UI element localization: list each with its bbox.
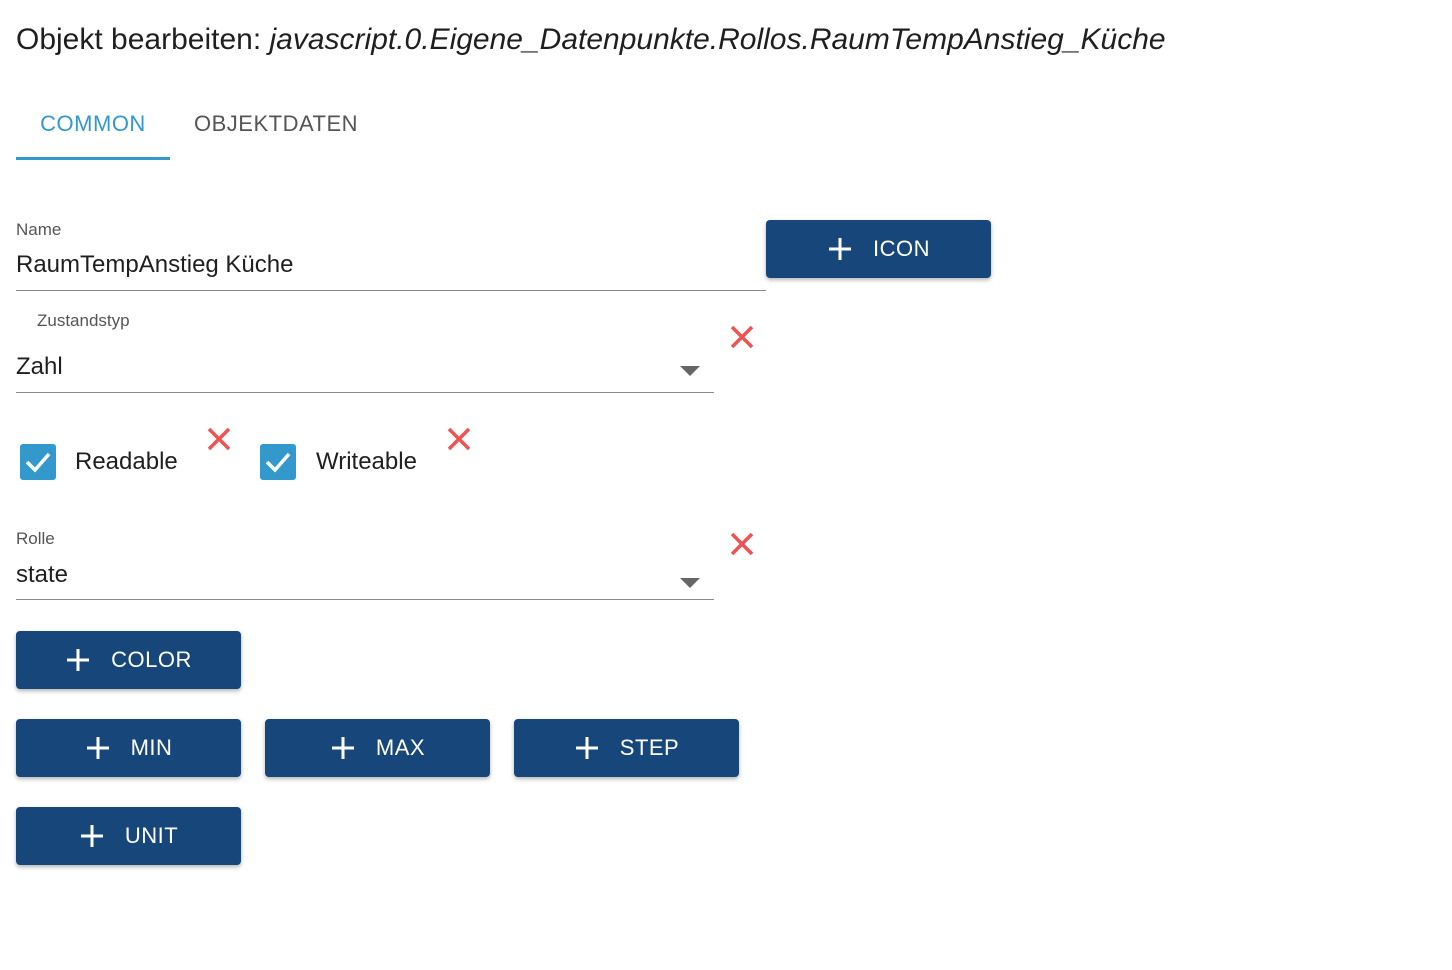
add-min-button-label: MIN: [130, 735, 173, 760]
name-field-underline: [16, 290, 766, 291]
add-step-button-label: STEP: [619, 735, 680, 760]
dialog-title: [16, 20, 1166, 60]
plus-icon: [79, 823, 105, 849]
add-unit-button[interactable]: [16, 807, 241, 865]
plus-icon: [827, 236, 853, 262]
writeable-checkbox[interactable]: [260, 444, 296, 480]
state-type-select[interactable]: Zahl: [16, 353, 63, 380]
add-max-button[interactable]: [265, 719, 490, 777]
plus-icon: [65, 647, 91, 673]
plus-icon: [330, 735, 356, 761]
dialog-title-object-id: javascript.0.Eigene_Datenpunkte.Rollos.RaumTempAnstieg_Küche: [269, 23, 1166, 56]
readable-checkbox[interactable]: [20, 444, 56, 480]
delete-writeable-icon[interactable]: [445, 425, 473, 453]
add-icon-button-label: ICON: [873, 236, 930, 261]
role-underline: [16, 599, 714, 600]
plus-icon: [574, 735, 600, 761]
readable-label: Readable: [75, 448, 178, 475]
tab-active-indicator: [16, 157, 170, 160]
add-color-button[interactable]: [16, 631, 241, 689]
tab-common[interactable]: COMMON: [40, 111, 146, 136]
role-label: Rolle: [16, 529, 55, 548]
dialog-title-prefix: Objekt bearbeiten:: [16, 23, 262, 56]
delete-state-type-icon[interactable]: [728, 323, 756, 351]
name-field[interactable]: RaumTempAnstieg Küche: [16, 251, 294, 278]
delete-readable-icon[interactable]: [205, 425, 233, 453]
add-unit-button-label: UNIT: [124, 823, 179, 848]
name-field-label: Name: [16, 220, 62, 239]
caret-down-icon[interactable]: [680, 366, 700, 376]
caret-down-icon[interactable]: [680, 578, 700, 588]
state-type-label: Zustandstyp: [37, 311, 130, 330]
add-max-button-label: MAX: [375, 735, 426, 760]
delete-role-icon[interactable]: [728, 530, 756, 558]
add-color-button-label: COLOR: [111, 647, 192, 672]
state-type-underline: [16, 392, 714, 393]
plus-icon: [85, 735, 111, 761]
add-min-button[interactable]: [16, 719, 241, 777]
add-step-button[interactable]: [514, 719, 739, 777]
add-icon-button[interactable]: [766, 220, 991, 278]
tab-objektdaten[interactable]: OBJEKTDATEN: [194, 111, 359, 136]
writeable-label: Writeable: [316, 448, 417, 475]
role-select[interactable]: state: [16, 561, 69, 588]
